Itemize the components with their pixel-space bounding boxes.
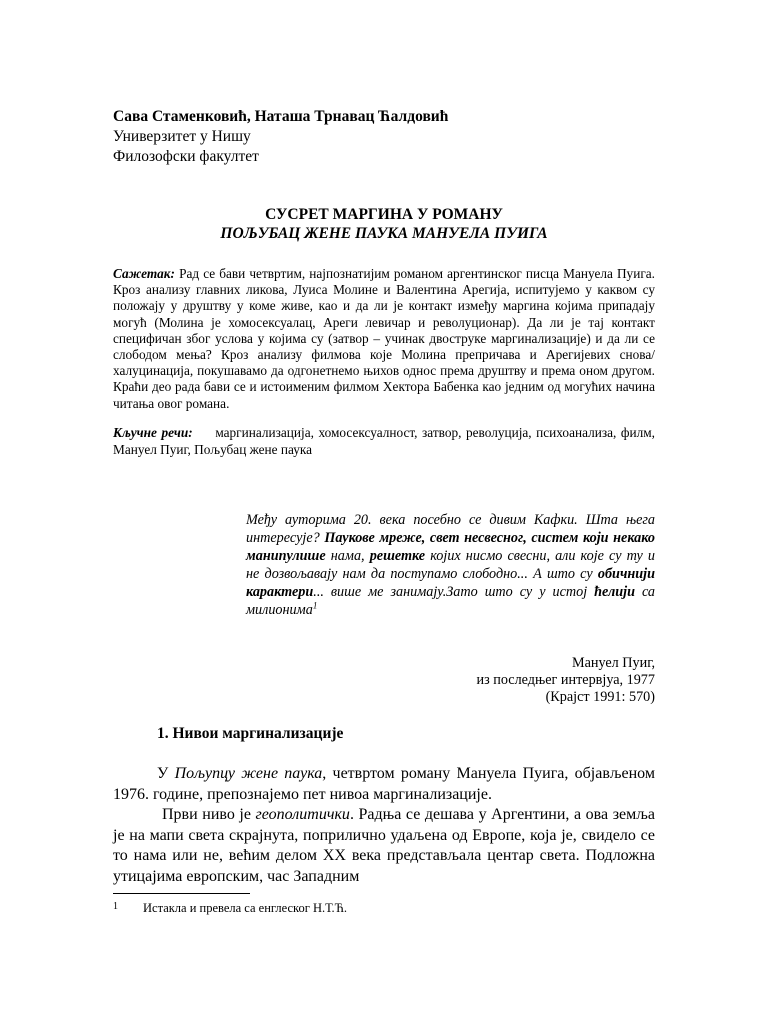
footnote-text: Истакла и превела са енглеског Н.Т.Ћ.	[143, 901, 348, 915]
faculty: Филозофски факултет	[113, 148, 259, 165]
abstract	[113, 266, 655, 412]
epigraph-emphasis: обичнији карактери	[246, 566, 655, 600]
text-run: У	[157, 765, 175, 782]
attribution-author: Мануел Пуиг,	[571, 655, 655, 671]
title-line-2: ПОЉУБАЦ ЖЕНЕ ПАУКА МАНУЕЛА ПУИГА	[220, 225, 548, 242]
epigraph-text: ... више ме занимају.Зато што су у истој	[313, 584, 595, 600]
text-run: Први ниво је	[162, 806, 256, 823]
epigraph-text: којих нисмо свесни, али које су ту и не дозвољавају нам да поступамо слободно... А што су	[246, 548, 655, 582]
paragraph-1	[113, 764, 655, 805]
title-line-1: СУСРЕТ МАРГИНА У РОМАНУ	[265, 206, 503, 223]
epigraph-emphasis: ћелији	[594, 584, 635, 600]
university: Универзитет у Нишу	[113, 128, 251, 145]
abstract-label: Сажетак:	[113, 266, 175, 281]
footnote-number: 1	[113, 901, 118, 912]
section-heading: 1. Нивои маргинализације	[157, 725, 344, 742]
abstract-text: Рад се бави четвртим, најпознатијим романом аргентинског писца Мануела Пуига. Кроз анализу главних ликова, Луиса Молине и Валентина Арегија, испитујемо у каквом су положају у друштву у коме живе, као и да ли је контакт између маргина којима припадају могућ (Молина је хомосексуалац, Ареги левичар и револуционар). Да ли је тај контакт специфичан због услова у којима су (затвор – учинак двоструке маргинализације) и да ли се слободом мења? Кроз анализу филмова које Молина препричава и Арегијевих снова/халуцинација, покушавамо да одгонетнемо њихов однос према друштву и према оном другом. Краћи део рада бави се и истоименим филмом Хектора Бабенка као једним од могућих начина читања овог романа.	[113, 266, 656, 411]
footnote-marker[interactable]: 1	[312, 600, 318, 611]
italic-title: Пољупцу жене паука	[174, 765, 323, 782]
epigraph-text: Међу ауторима 20. века посебно се дивим Кафки. Шта њега интересује?	[246, 512, 655, 546]
paper-title	[113, 205, 655, 243]
author-names: Сава Стаменковић, Наташа Трнавац Ћалдовић	[113, 108, 449, 125]
keywords	[113, 425, 655, 458]
text-run: . Радња се дешава у Аргентини, а ова земља је на мапи света скрајнута, поприлично удаљена од Европе, која је, свидело се то нама или не, већим делом XX века представљала центар света. Подложна утицајима европским, час Западним	[113, 806, 655, 885]
keywords-text: маргинализација, хомосексуалност, затвор, револуција, психоанализа, филм, Мануел Пуиг, Пољубац жене паука	[113, 425, 655, 457]
epigraph-quote	[246, 511, 655, 619]
text-run: , четвртом роману Мануела Пуига, објављеном 1976. године, препознајемо пет нивоа маргинализације.	[113, 765, 655, 803]
paragraph-2	[113, 805, 655, 887]
footnote-separator	[113, 893, 250, 894]
epigraph-emphasis: решетке	[369, 548, 426, 564]
body-text	[113, 764, 655, 887]
keywords-label: Кључне речи:	[113, 425, 193, 440]
author-block	[113, 107, 448, 167]
italic-term: геополитички	[255, 806, 350, 823]
epigraph-attribution	[476, 655, 655, 706]
attribution-source: из последњег интервјуа, 1977	[476, 672, 655, 688]
epigraph-text: нама,	[325, 548, 370, 564]
epigraph-emphasis: Паукове мреже, свет несвесног, систем који некако манипулише	[246, 530, 655, 564]
attribution-citation: (Крајст 1991: 570)	[545, 689, 655, 705]
epigraph-text: са милионима	[246, 584, 655, 618]
footnote	[113, 901, 347, 916]
